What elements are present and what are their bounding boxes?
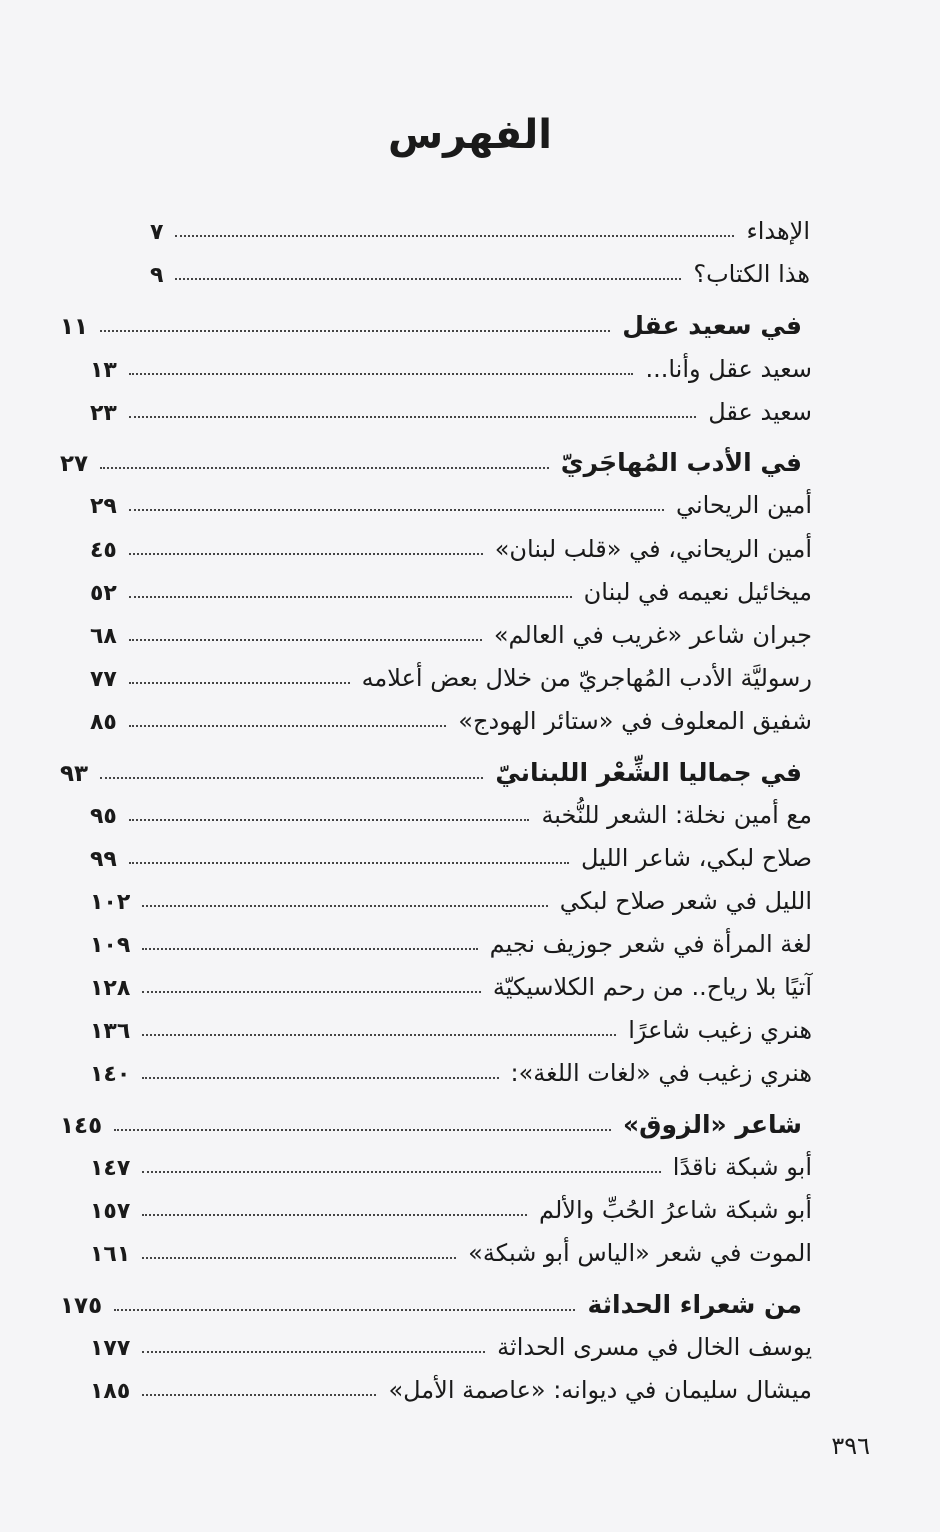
toc-entry-page: ١٠٢	[90, 890, 131, 915]
toc-entry-title: الليل في شعر صلاح لبكي	[559, 887, 812, 915]
toc-entry-title: أمين الريحاني، في «قلب لبنان»	[494, 535, 812, 563]
dot-leader	[129, 725, 446, 727]
toc-entry	[90, 1047, 812, 1087]
toc-section-title: شاعر «الزوق»	[622, 1110, 802, 1139]
toc-entry	[90, 343, 812, 383]
dot-leader	[100, 467, 549, 469]
toc-entry-title: الموت في شعر «الياس أبو شبكة»	[468, 1239, 812, 1267]
toc-section	[60, 747, 802, 787]
toc-entry-page: ١٢٨	[90, 976, 131, 1001]
toc-entry-title: جبران شاعر «غريب في العالم»	[493, 621, 812, 649]
toc-entry	[90, 961, 812, 1001]
toc-entry-page: ٥٢	[90, 581, 117, 606]
toc-entry	[90, 875, 812, 915]
toc-entry	[90, 652, 812, 692]
toc-section	[60, 300, 802, 340]
toc-entry	[150, 248, 810, 288]
toc-entry-title: هنري زغيب شاعرًا	[628, 1016, 812, 1044]
toc-entry-page: ٧	[150, 220, 164, 245]
page-title: الفهرس	[387, 112, 552, 158]
toc-entry	[90, 566, 812, 606]
toc-entry-title: الإهداء	[746, 217, 810, 245]
toc-entry-title: سعيد عقل	[708, 398, 812, 426]
toc-entry-page: ٢٩	[90, 494, 117, 519]
dot-leader	[129, 639, 482, 641]
dot-leader	[142, 1171, 660, 1173]
toc-entry-title: سعيد عقل وأنا...	[645, 355, 812, 383]
toc-section	[60, 1279, 802, 1319]
toc-entry-page: ١٣	[90, 358, 117, 383]
dot-leader	[142, 991, 481, 993]
toc-section-title: في جماليا الشِّعْر اللبنانيّ	[495, 758, 802, 787]
toc-entry-title: أمين الريحاني	[675, 491, 812, 519]
toc-entry-page: ٦٨	[90, 624, 117, 649]
toc-entry-page: ١٨٥	[90, 1379, 131, 1404]
toc-entry-page: ٩٣	[60, 761, 89, 787]
dot-leader	[142, 1257, 456, 1259]
toc-entry	[90, 386, 812, 426]
dot-leader	[129, 509, 664, 511]
toc-entry-title: هذا الكتاب؟	[693, 260, 810, 288]
dot-leader	[142, 1214, 527, 1216]
toc-entry	[90, 1321, 812, 1361]
dot-leader	[129, 553, 483, 555]
toc-entry-page: ١٠٩	[90, 933, 131, 958]
toc-entry-page: ٢٧	[60, 451, 89, 477]
toc-entry	[90, 695, 812, 735]
toc-entry-title: آتيًا بلا رياح.. من رحم الكلاسيكيّة	[492, 973, 812, 1001]
toc-entry-page: ١٧٧	[90, 1336, 131, 1361]
toc-entry-title: أبو شبكة شاعرُ الحُبِّ والألم	[539, 1196, 812, 1224]
dot-leader	[142, 905, 547, 907]
toc-entry	[90, 789, 812, 829]
dot-leader	[129, 596, 572, 598]
dot-leader	[142, 1351, 485, 1353]
dot-leader	[100, 777, 483, 779]
toc-entry	[90, 832, 812, 872]
dot-leader	[129, 416, 696, 418]
dot-leader	[114, 1309, 575, 1311]
toc-entry-title: شفيق المعلوف في «ستائر الهودج»	[458, 707, 812, 735]
toc-entry	[90, 523, 812, 563]
toc-entry-title: مع أمين نخلة: الشعر للنُّخبة	[541, 801, 812, 829]
toc-entry-title: ميشال سليمان في ديوانه: «عاصمة الأمل»	[388, 1376, 812, 1404]
toc-section-title: في سعيد عقل	[622, 311, 802, 340]
toc-entry-title: أبو شبكة ناقدًا	[672, 1153, 812, 1181]
toc-entry-title: رسوليَّة الأدب المُهاجريّ من خلال بعض أعلامه	[361, 664, 812, 692]
toc-entry-page: ٧٧	[90, 667, 117, 692]
toc-entry-page: ١١	[60, 314, 89, 340]
toc-entry-title: لغة المرأة في شعر جوزيف نجيم	[489, 930, 812, 958]
toc-entry-page: ١٧٥	[60, 1293, 103, 1319]
toc-entry-page: ١٥٧	[90, 1199, 131, 1224]
toc-entry-page: ١٤٥	[60, 1113, 103, 1139]
dot-leader	[129, 682, 350, 684]
toc-entry	[90, 609, 812, 649]
dot-leader	[142, 1077, 498, 1079]
toc-entry	[90, 479, 812, 519]
toc-entry-title: يوسف الخال في مسرى الحداثة	[497, 1333, 812, 1361]
toc-entry-page: ٤٥	[90, 538, 117, 563]
toc-entry	[90, 1141, 812, 1181]
toc-entry-page: ١٣٦	[90, 1019, 131, 1044]
toc-entry	[90, 918, 812, 958]
toc-entry-page: ٩٥	[90, 804, 117, 829]
dot-leader	[100, 330, 610, 332]
toc-entry-page: ١٤٠	[90, 1062, 131, 1087]
dot-leader	[142, 1394, 376, 1396]
toc-entry	[90, 1184, 812, 1224]
toc-section-title: في الأدب المُهاجَريّ	[560, 448, 802, 477]
toc-entry-title: صلاح لبكي، شاعر الليل	[581, 844, 812, 872]
toc-entry-page: ١٦١	[90, 1242, 131, 1267]
dot-leader	[129, 862, 569, 864]
dot-leader	[142, 1034, 616, 1036]
dot-leader	[114, 1129, 611, 1131]
page-number: ٣٩٦	[831, 1432, 870, 1460]
toc-entry-page: ١٤٧	[90, 1156, 131, 1181]
toc-entry-page: ٨٥	[90, 710, 117, 735]
toc-entry-page: ٢٣	[90, 401, 117, 426]
toc-entry-title: ميخائيل نعيمه في لبنان	[583, 578, 812, 606]
dot-leader	[175, 278, 681, 280]
toc-entry	[90, 1364, 812, 1404]
toc-entry	[150, 205, 810, 245]
dot-leader	[129, 819, 530, 821]
toc-entry	[90, 1004, 812, 1044]
dot-leader	[129, 373, 634, 375]
toc-section	[60, 437, 802, 477]
toc-entry	[90, 1227, 812, 1267]
dot-leader	[142, 948, 477, 950]
toc-entry-title: هنري زغيب في «لغات اللغة»:	[510, 1059, 812, 1087]
toc-section	[60, 1099, 802, 1139]
toc-section-title: من شعراء الحداثة	[587, 1290, 802, 1319]
toc-entry-page: ٩	[150, 263, 164, 288]
toc-entry-page: ٩٩	[90, 847, 117, 872]
dot-leader	[175, 235, 734, 237]
